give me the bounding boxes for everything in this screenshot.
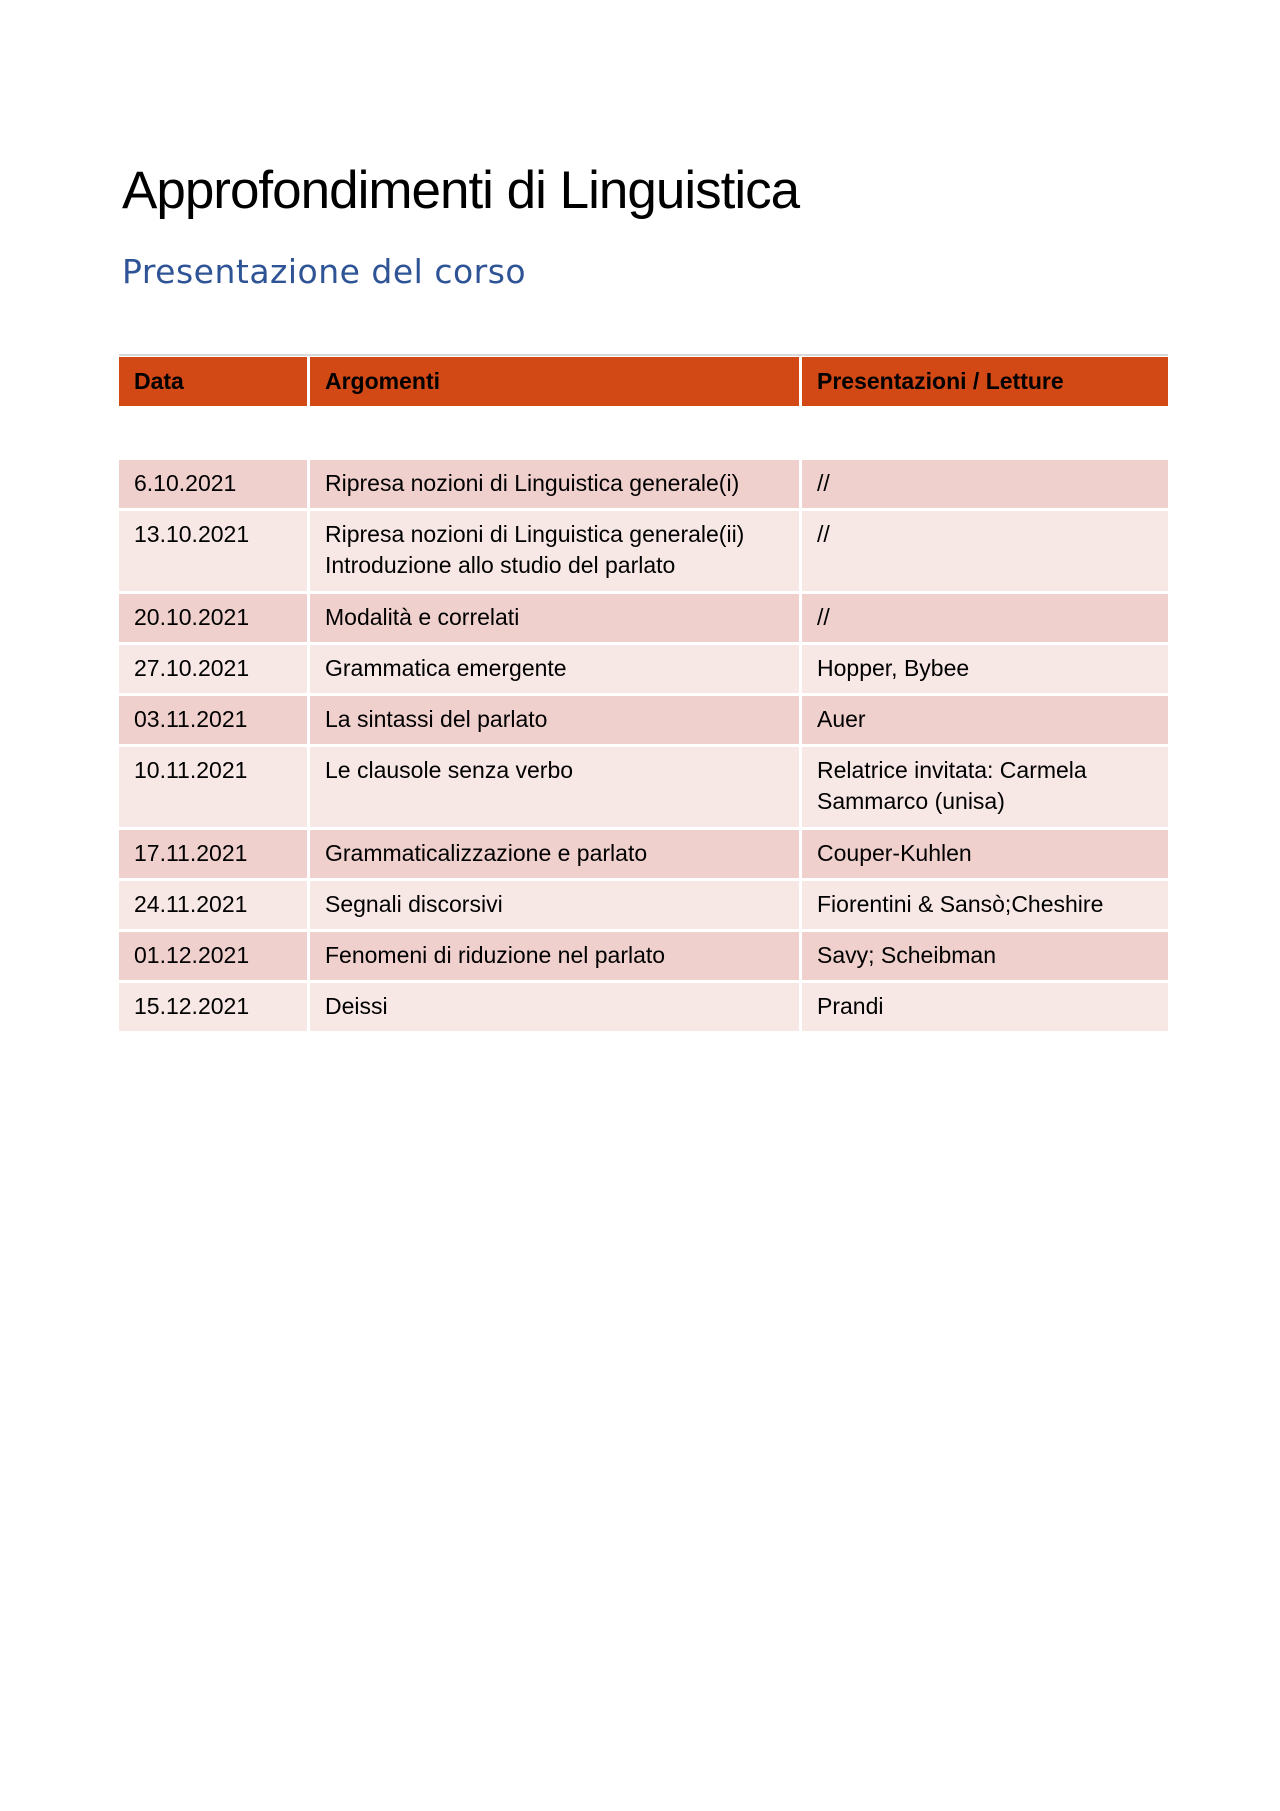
column-header-readings: Presentazioni / Letture — [802, 357, 1168, 406]
column-header-date: Data — [119, 357, 307, 406]
cell-date: 6.10.2021 — [119, 460, 307, 508]
cell-date: 10.11.2021 — [119, 747, 307, 827]
cell-date: 20.10.2021 — [119, 594, 307, 642]
table-row — [119, 511, 1168, 591]
cell-readings: Fiorentini & Sansò;Cheshire — [802, 881, 1168, 929]
spacer-cell — [119, 409, 1168, 457]
cell-topic: Grammaticalizzazione e parlato — [310, 830, 799, 878]
table-row — [119, 645, 1168, 693]
cell-topic-line-1: Ripresa nozioni di Linguistica generale(ii) — [325, 521, 745, 547]
table-row — [119, 932, 1168, 980]
cell-readings: Prandi — [802, 983, 1168, 1031]
cell-readings: Savy; Scheibman — [802, 932, 1168, 980]
cell-topic: Le clausole senza verbo — [310, 747, 799, 827]
cell-topic-line-2: Introduzione allo studio del parlato — [325, 552, 676, 578]
table-row — [119, 696, 1168, 744]
cell-readings: Hopper, Bybee — [802, 645, 1168, 693]
table-row — [119, 747, 1168, 827]
cell-readings: // — [802, 594, 1168, 642]
cell-date: 03.11.2021 — [119, 696, 307, 744]
cell-topic: Segnali discorsivi — [310, 881, 799, 929]
document-subtitle: Presentazione del corso — [122, 252, 527, 291]
cell-readings: // — [802, 511, 1168, 591]
table-row — [119, 983, 1168, 1031]
cell-date: 13.10.2021 — [119, 511, 307, 591]
cell-topic — [310, 511, 799, 591]
cell-date: 24.11.2021 — [119, 881, 307, 929]
cell-topic: Ripresa nozioni di Linguistica generale(i) — [310, 460, 799, 508]
cell-date: 27.10.2021 — [119, 645, 307, 693]
cell-readings: Auer — [802, 696, 1168, 744]
cell-readings: // — [802, 460, 1168, 508]
table-row — [119, 830, 1168, 878]
cell-topic: La sintassi del parlato — [310, 696, 799, 744]
cell-date: 01.12.2021 — [119, 932, 307, 980]
cell-topic: Fenomeni di riduzione nel parlato — [310, 932, 799, 980]
document-title: Approfondimenti di Linguistica — [122, 161, 800, 220]
table-row — [119, 460, 1168, 508]
cell-date: 15.12.2021 — [119, 983, 307, 1031]
table-header-row — [119, 357, 1168, 406]
cell-readings-line-2: Sammarco (unisa) — [817, 788, 1005, 814]
cell-date: 17.11.2021 — [119, 830, 307, 878]
table-row — [119, 881, 1168, 929]
cell-topic: Grammatica emergente — [310, 645, 799, 693]
cell-readings: Couper-Kuhlen — [802, 830, 1168, 878]
cell-topic: Deissi — [310, 983, 799, 1031]
cell-topic: Modalità e correlati — [310, 594, 799, 642]
cell-readings-line-1: Relatrice invitata: Carmela — [817, 757, 1087, 783]
header-spacer — [119, 409, 1168, 457]
cell-readings — [802, 747, 1168, 827]
table-row — [119, 594, 1168, 642]
course-schedule-table — [116, 354, 1171, 1034]
column-header-topic: Argomenti — [310, 357, 799, 406]
